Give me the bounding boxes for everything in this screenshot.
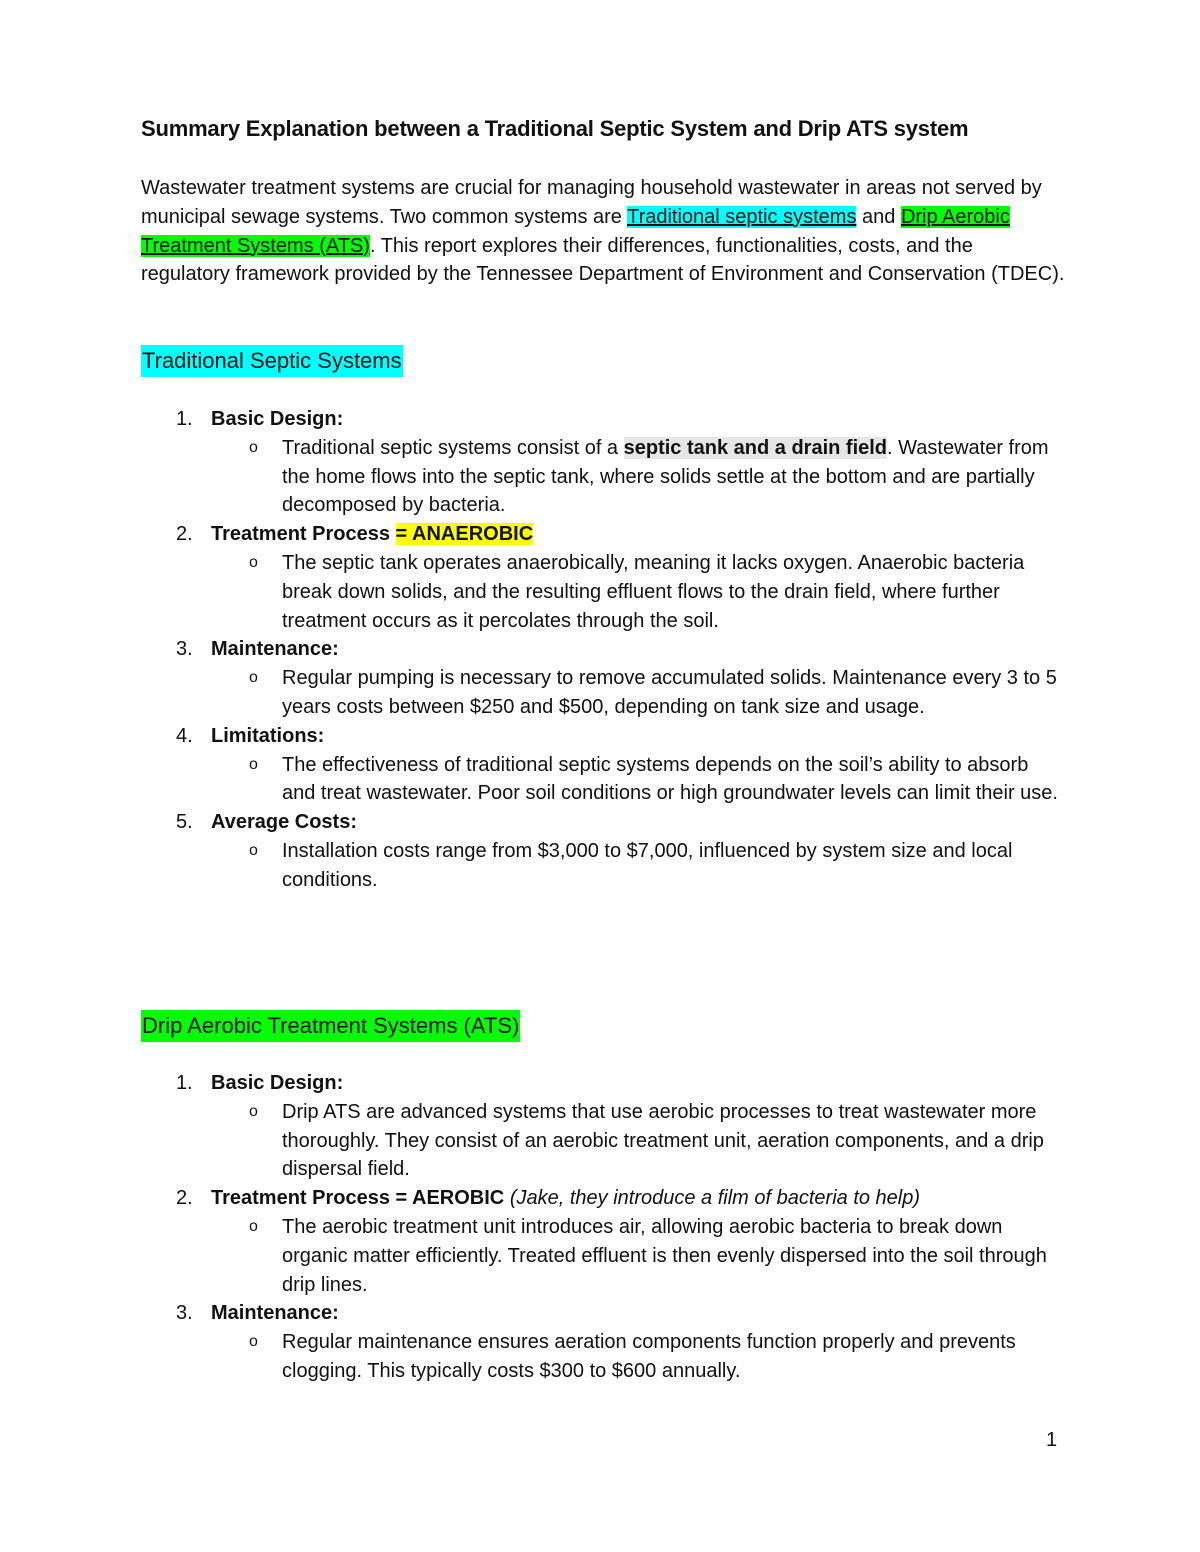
item-text: Drip ATS are advanced systems that use aerobic processes to treat wastewater more thoroughly. They consist of an aerobic treatment unit, aeration components, and a drip dispersal field. [282, 1100, 1044, 1181]
item-label: Treatment Process [211, 523, 396, 546]
bullet-icon: o [249, 1333, 258, 1351]
item-number: 1. [176, 408, 193, 430]
bullet-icon: o [249, 841, 258, 859]
item-text: The aerobic treatment unit introduces air, allowing aerobic bacteria to break down organic matter efficiently. Treated effluent is then evenly dispersed into the soil through drip lines. [282, 1215, 1047, 1296]
bullet-row [249, 1098, 1061, 1184]
item-label: Limitations: [211, 724, 325, 747]
list-item [141, 635, 1061, 721]
item-text: The effectiveness of traditional septic systems depends on the soil’s ability to absorb and treat wastewater. Poor soil conditions or high groundwater levels can limit their use. [282, 753, 1058, 805]
bullet-icon: o [249, 553, 258, 571]
item-number: 5. [176, 811, 193, 834]
item-text: Traditional septic systems consist of a [282, 436, 624, 459]
item-label-highlight: = ANAEROBIC [395, 523, 534, 546]
list-item [141, 1069, 1061, 1184]
item-label: Basic Design: [211, 408, 344, 430]
item-number: 3. [176, 1302, 193, 1325]
intro-paragraph [141, 174, 1066, 289]
bullet-icon: o [249, 438, 258, 456]
item-number: 1. [176, 1072, 193, 1094]
intro-text: . This report explores their differences, functionalities, costs, and the regulatory framework provided by the Tennessee Department of Environment and Conservation (TDEC). [141, 234, 1065, 286]
bullet-icon: o [249, 1102, 258, 1120]
bullet-row [249, 837, 1061, 895]
list-item [141, 520, 1061, 635]
traditional-list [141, 405, 1061, 895]
intro-text: Wastewater treatment systems are crucial for managing household wastewater in areas not served by municipal sewage systems. Two common systems are [141, 177, 1042, 228]
bullet-icon: o [249, 755, 258, 773]
bullet-row [249, 1328, 1061, 1386]
section-heading-traditional: Traditional Septic Systems [141, 345, 403, 377]
drip-ats-list [141, 1069, 1061, 1386]
item-label: Treatment Process = AEROBIC [211, 1187, 505, 1210]
bullet-icon: o [249, 669, 258, 687]
bullet-row [249, 751, 1061, 809]
list-item [141, 722, 1061, 808]
item-note: (Jake, they introduce a film of bacteria to help) [504, 1187, 921, 1210]
item-label: Basic Design: [211, 1072, 344, 1094]
drip-ats-link[interactable]: Drip Aerobic Treatment Systems (ATS) [141, 205, 1010, 257]
item-label: Average Costs: [211, 811, 357, 834]
item-text: Installation costs range from $3,000 to $7,000, influenced by system size and local conditions. [282, 839, 1013, 891]
item-highlight: septic tank and a drain field [623, 436, 888, 459]
item-text: Regular maintenance ensures aeration components function properly and prevents clogging. This typically costs $300 to $600 annually. [282, 1331, 1016, 1382]
bullet-row [249, 664, 1061, 722]
item-text: The septic tank operates anaerobically, meaning it lacks oxygen. Anaerobic bacteria break down solids, and the resulting effluent flows to the drain field, where further treatment occurs as it percolates through the soil. [282, 551, 1025, 632]
item-number: 4. [176, 724, 193, 747]
item-text: Regular pumping is necessary to remove accumulated solids. Maintenance every 3 to 5 years costs between $250 and $500, depending on tank size and usage. [282, 667, 1057, 718]
traditional-septic-link[interactable]: Traditional septic systems [627, 205, 857, 228]
page-number: 1 [1046, 1429, 1058, 1451]
bullet-row [249, 549, 1061, 635]
list-item [141, 1184, 1061, 1299]
section-heading-drip-ats: Drip Aerobic Treatment Systems (ATS) [141, 1010, 520, 1042]
item-number: 2. [176, 523, 193, 546]
item-label: Maintenance: [211, 1302, 339, 1325]
bullet-icon: o [249, 1217, 258, 1235]
item-label: Maintenance: [211, 638, 339, 661]
bullet-row [249, 434, 1061, 520]
item-text: . Wastewater from the home flows into the septic tank, where solids settle at the bottom and are partially decomposed by bacteria. [282, 436, 1049, 517]
document-title: Summary Explanation between a Traditional Septic System and Drip ATS system [141, 116, 969, 141]
intro-text: and [856, 205, 901, 228]
list-item [141, 808, 1061, 894]
item-number: 3. [176, 638, 193, 661]
list-item [141, 1299, 1061, 1385]
bullet-row [249, 1213, 1061, 1299]
item-number: 2. [176, 1187, 193, 1210]
list-item [141, 405, 1061, 520]
